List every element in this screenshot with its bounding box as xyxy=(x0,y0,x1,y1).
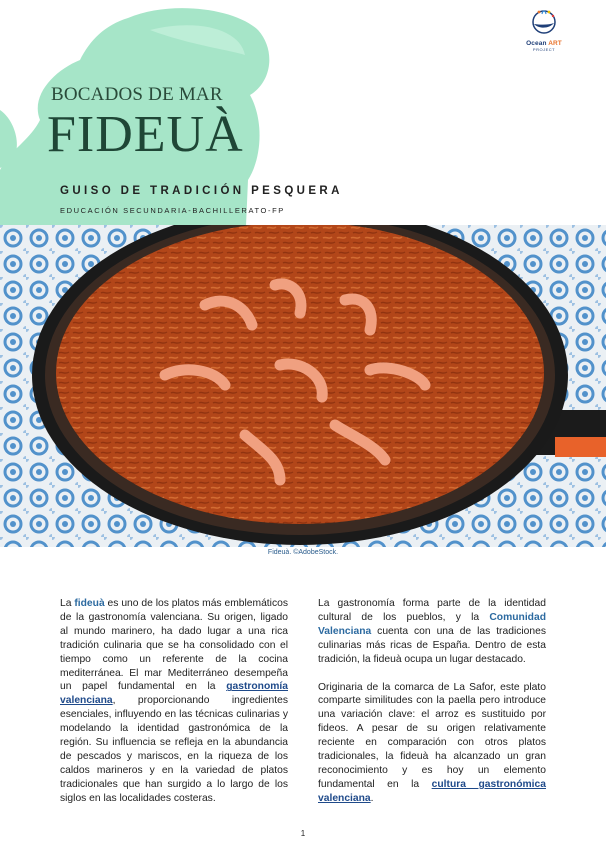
education-levels: EDUCACIÓN SECUNDARIA-BACHILLERATO-FP xyxy=(60,206,285,215)
photo-caption: Fideuà. ©AdobeStock. xyxy=(267,549,339,556)
page-number: 1 xyxy=(300,829,306,838)
gastronomia-valenciana-link[interactable]: gastronomía valenciana xyxy=(60,681,288,707)
fideua-photo xyxy=(0,225,606,547)
series-name: BOCADOS DE MAR xyxy=(51,84,223,105)
whale-logo-icon xyxy=(529,8,559,34)
page-title: FIDEUÀ xyxy=(47,106,244,163)
fideua-highlight: fideuà xyxy=(74,598,105,609)
logo-subtitle: PROJECT xyxy=(532,47,556,52)
origin-paragraph: Originaria de la comarca de La Safor, este plato comparte similitudes con la paella pero introduce una variación clave: el arroz es sustituido por fideos. A pesar de su origen relativamente reciente en comparación con otros platos tradicionales, la fideuà ha alcanzado un gran reconocimiento y es hoy un elemento fundamental en la cultura gastronómica valenciana. xyxy=(318,681,546,804)
intro-paragraph: La fideuà es uno de los platos más emblemáticos de la gastronomía valenciana. Su origen, ligado al mundo marinero, ha dado lugar a una rica tradición culinaria que se ha consolidado con el tiempo como un referente de la cocina mediterránea. El mar Mediterráneo desempeña un papel fundamental en la gastronomía valenciana, proporcionando ingredientes esenciales, influyendo en las técnicas culinarias y modelando la identidad gastronómica de la región. Su influencia se refleja en la abundancia de pescados y mariscos, en la riqueza de los caldos marineros y en la variedad de platos tradicionales que han surgido a lo largo de los siglos en las localidades costeras. xyxy=(60,598,288,804)
cultura-gastronomica-link[interactable]: cultura gastronómica valenciana xyxy=(318,778,546,804)
ocean-art-logo xyxy=(514,8,574,58)
culture-paragraph: La gastronomía forma parte de la identidad cultural de los pueblos, y la Comunidad Valenciana cuenta con una de las tradiciones culinarias más ricas de España. Dentro de esta tradición, la fideuà ocupa un lugar destacado. xyxy=(318,598,546,665)
page-subtitle: GUISO DE TRADICIÓN PESQUERA xyxy=(60,185,343,197)
right-column xyxy=(318,597,546,806)
left-column xyxy=(60,597,288,806)
comunidad-valenciana-highlight: Comunidad Valenciana xyxy=(318,611,546,637)
logo-brand: Ocean ART xyxy=(526,40,562,47)
